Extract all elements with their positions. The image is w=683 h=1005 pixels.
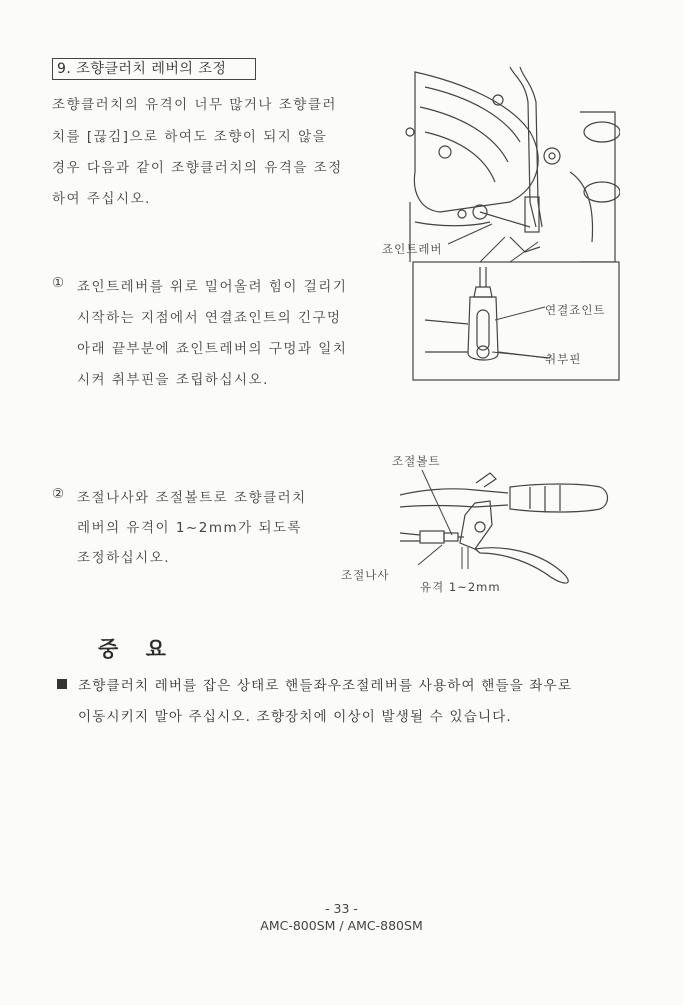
label-joint-lever: 죠인트레버 [382, 242, 443, 256]
important-title: 중 요 [98, 637, 176, 661]
step2-line-3: 조정하십시오. [77, 550, 171, 566]
label-play: 유격 1~2mm [420, 580, 501, 594]
model-name: AMC-800SM / AMC-880SM [260, 918, 423, 933]
intro-line-4: 하여 주십시오. [52, 191, 151, 207]
step1-line-4: 시켜 취부핀을 조립하십시오. [77, 372, 269, 388]
step2-line-1: 조절나사와 조절볼트로 조향클러치 [77, 490, 307, 506]
section-title: 9. 조향클러치 레버의 조정 [52, 58, 256, 80]
label-connect-joint: 연결죠인트 [545, 303, 606, 317]
page-number: - 33 - [325, 901, 358, 916]
important-line-2: 이동시키지 말아 주십시오. 조향장치에 이상이 발생될 수 있습니다. [78, 709, 512, 725]
step2-marker: ② [52, 486, 66, 502]
step1-line-2: 시작하는 지점에서 연결죠인트의 긴구멍 [77, 310, 342, 326]
figure-joint-lever [380, 62, 620, 384]
intro-line-1: 조향클러치의 유격이 너무 많거나 조향클러 [52, 97, 337, 113]
label-mounting-pin: 취부핀 [545, 352, 582, 366]
step1-line-1: 죠인트레버를 위로 밀어올려 힘이 걸리기 [77, 279, 348, 295]
important-line-1: 조향클러치 레버를 잡은 상태로 핸들좌우조절레버를 사용하여 핸들을 좌우로 [78, 678, 573, 694]
label-adjust-screw: 조절나사 [341, 568, 390, 582]
label-adjust-bolt: 조절볼트 [392, 454, 441, 468]
step1-marker: ① [52, 275, 66, 291]
bullet-square-icon [57, 679, 67, 689]
step2-line-2: 레버의 유격이 1~2mm가 되도록 [77, 520, 303, 536]
step1-line-3: 아래 끝부분에 죠인트레버의 구멍과 일치 [77, 341, 348, 357]
figure-clutch-lever [380, 465, 610, 590]
intro-line-2: 치를 [끊김]으로 하여도 조향이 되지 않을 [52, 129, 328, 145]
intro-line-3: 경우 다음과 같이 조향클러치의 유격을 조정 [52, 160, 343, 176]
